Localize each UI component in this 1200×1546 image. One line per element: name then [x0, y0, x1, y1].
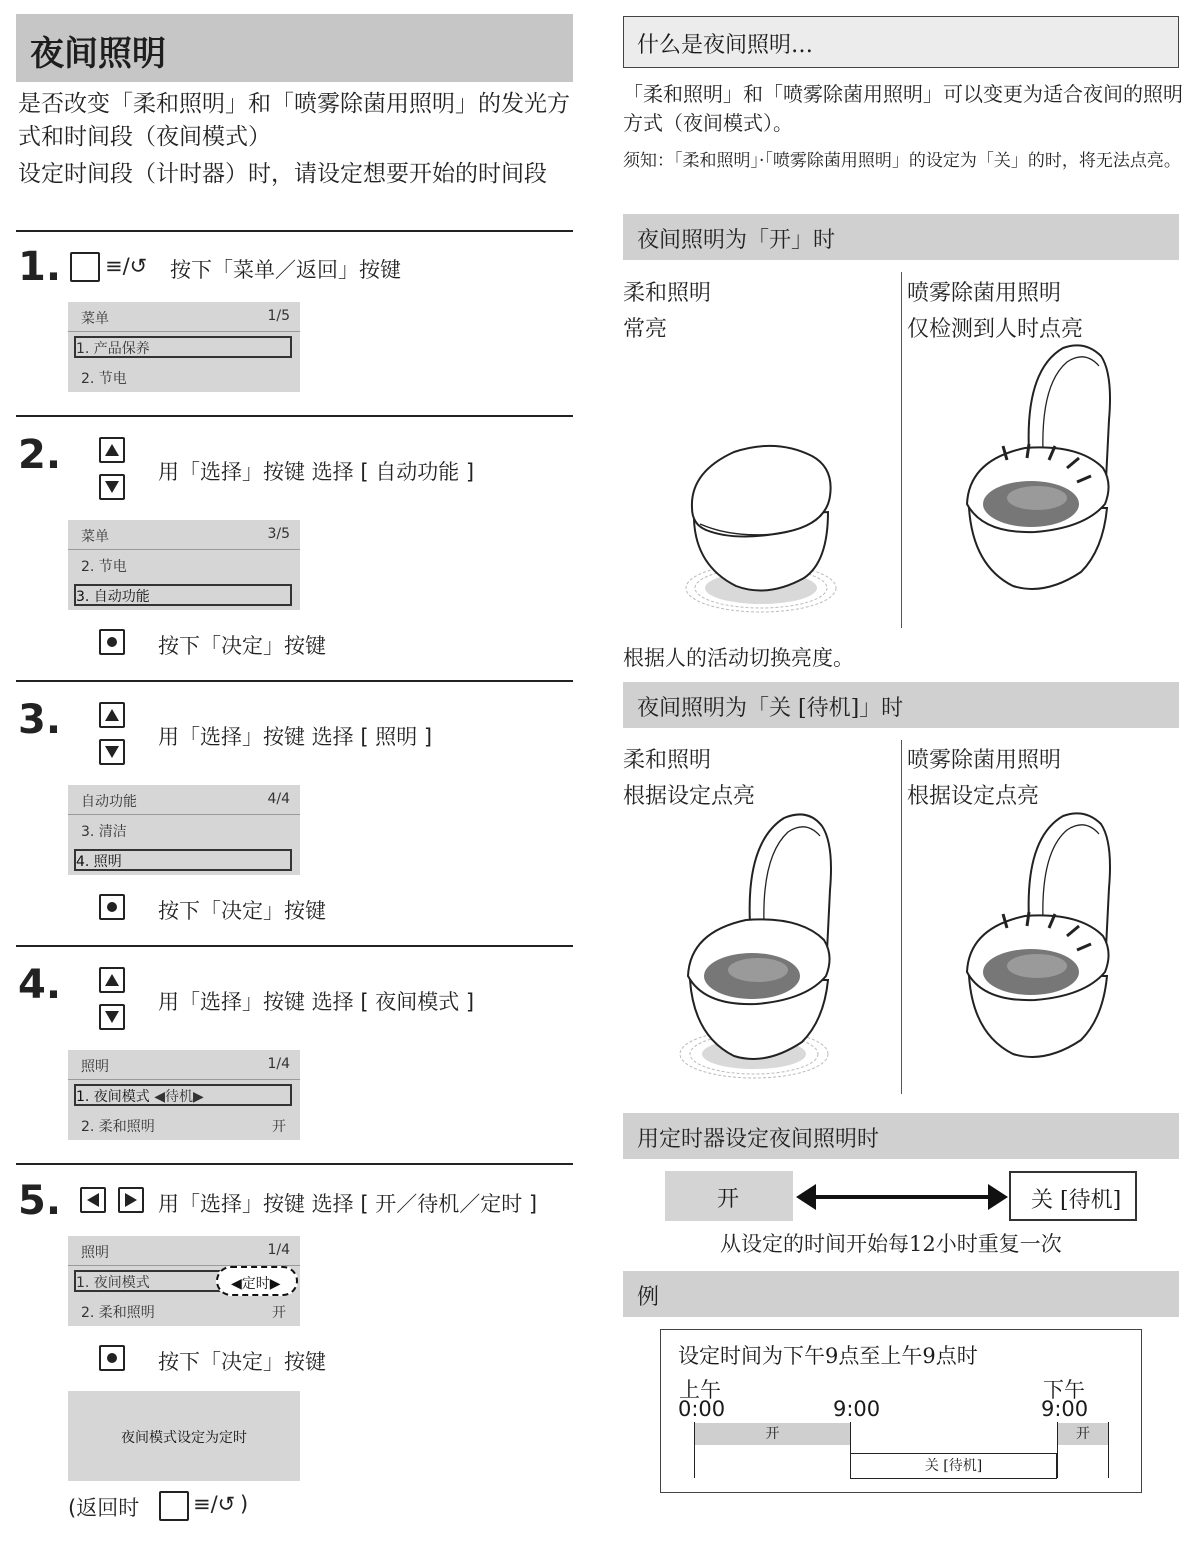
lcd-row-selected: 4. 照明 [76, 854, 122, 870]
timer-on-label: 开 [717, 1187, 740, 1212]
section-heading-off [623, 682, 1179, 728]
step-1-text: 按下「菜单／返回」按键 [170, 258, 401, 282]
intro-paragraph-1: 是否改变「柔和照明」和「喷雾除菌用照明」的发光方式和时间段（夜间模式） [18, 91, 570, 150]
toilet-open-lid-bowl-light-illustration [955, 340, 1120, 600]
menu-button-icon [70, 252, 100, 282]
step-5-number: 5. [18, 1178, 62, 1224]
divider [16, 230, 573, 232]
step-4-text: 用「选择」按键 选择 [ 夜间模式 ] [158, 990, 475, 1014]
return-note-suffix: ) [240, 1492, 249, 1516]
off-left-subtitle: 根据设定点亮 [623, 784, 756, 809]
lcd-row: 2. 柔和照明 [81, 1119, 155, 1135]
step-3-confirm: 按下「决定」按键 [158, 899, 326, 923]
timer-note: 从设定的时间开始每12小时重复一次 [720, 1232, 1062, 1256]
lcd-screen-step-2 [68, 520, 300, 610]
lcd-row-value: 开 [272, 1119, 286, 1135]
lcd-row: 2. 节电 [81, 559, 127, 575]
lcd-heading: 照明 [81, 1059, 109, 1075]
section-heading-example-text: 例 [637, 1285, 660, 1310]
lcd-heading: 自动功能 [81, 794, 137, 810]
lcd-page: 4/4 [267, 791, 290, 807]
toilet-open-lid-floor-light-illustration [676, 808, 846, 1098]
example-timeline-box [660, 1329, 1142, 1493]
step-3-text: 用「选择」按键 选择 [ 照明 ] [158, 725, 433, 749]
toilet-open-lid-bowl-light-illustration [955, 808, 1120, 1068]
lcd-result-screen [68, 1391, 300, 1481]
lcd-screen-step-1 [68, 302, 300, 392]
divider [16, 1163, 573, 1165]
lcd-heading: 照明 [81, 1245, 109, 1261]
down-arrow-icon [99, 739, 125, 765]
timer-on-box [665, 1171, 793, 1221]
step-2-text: 用「选择」按键 选择 [ 自动功能 ] [158, 460, 475, 484]
up-arrow-icon [99, 967, 125, 993]
segment-on-2: 开 [1058, 1423, 1108, 1445]
timeline-tick [1108, 1422, 1109, 1478]
down-arrow-icon [99, 474, 125, 500]
result-message: 夜间模式设定为定时 [121, 1430, 247, 1446]
divider [16, 680, 573, 682]
highlight-dashed-oval [216, 1266, 298, 1296]
lcd-page: 1/4 [267, 1242, 290, 1258]
time-label-am: 上午 [679, 1378, 721, 1402]
menu-back-icon: ≡/↺ [193, 1492, 236, 1516]
section-heading-example [623, 1271, 1179, 1317]
section-heading-off-text: 夜间照明为「关 [待机]」时 [637, 696, 904, 721]
what-is-heading: 什么是夜间照明… [637, 33, 814, 58]
lcd-page: 3/5 [267, 526, 290, 542]
lcd-page: 1/4 [267, 1056, 290, 1072]
what-is-heading-box [623, 16, 1179, 68]
page-title: 夜间照明 [30, 34, 166, 74]
lcd-row-value: ◀定时▶ [231, 1276, 281, 1292]
lcd-row: 3. 清洁 [81, 824, 127, 840]
lcd-row: 2. 节电 [81, 371, 127, 387]
enter-button-icon [99, 1345, 125, 1371]
note-text: 须知：「柔和照明」·「喷雾除菌用照明」的设定为「关」的时，将无法点亮。 [623, 151, 1181, 171]
segment-off: 关 [待机] [850, 1453, 1057, 1479]
section-heading-on-text: 夜间照明为「开」时 [637, 228, 836, 253]
lcd-row-selected: 3. 自动功能 [76, 589, 150, 605]
step-2-number: 2. [18, 432, 62, 478]
column-divider [901, 272, 902, 628]
lcd-heading: 菜单 [81, 311, 109, 327]
enter-button-icon [99, 629, 125, 655]
off-right-title: 喷雾除菌用照明 [907, 748, 1062, 773]
menu-button-icon [159, 1491, 189, 1521]
return-note-prefix: (返回时 [68, 1496, 140, 1520]
lcd-row: 2. 柔和照明 [81, 1305, 155, 1321]
left-arrow-icon [80, 1187, 106, 1213]
section-heading-on [623, 214, 1179, 260]
enter-button-icon [99, 894, 125, 920]
toilet-closed-lid-illustration [676, 438, 846, 628]
time-2100: 9:00 [1041, 1397, 1089, 1421]
lcd-page: 1/5 [267, 308, 290, 324]
on-left-title: 柔和照明 [623, 281, 712, 306]
lcd-screen-step-3 [68, 785, 300, 875]
lcd-row-selected: 1. 产品保养 [76, 341, 150, 357]
on-right-subtitle: 仅检测到人时点亮 [907, 317, 1084, 342]
time-0900-am: 9:00 [833, 1397, 881, 1421]
right-arrow-icon [118, 1187, 144, 1213]
segment-on-1: 开 [695, 1423, 850, 1445]
section-heading-timer-text: 用定时器设定夜间照明时 [637, 1127, 880, 1152]
step-3-number: 3. [18, 697, 62, 743]
lcd-screen-step-5 [68, 1236, 300, 1326]
lcd-row-selected: 1. 夜间模式 [76, 1275, 150, 1291]
step-2-confirm: 按下「决定」按键 [158, 634, 326, 658]
intro-paragraph-2: 设定时间段（计时器）时，请设定想要开始的时间段 [18, 161, 547, 187]
divider [16, 415, 573, 417]
lcd-row-value: ◀待机▶ [154, 1089, 204, 1105]
section-heading-timer [623, 1113, 1179, 1159]
timer-off-label: 关 [待机] [1031, 1188, 1122, 1213]
lcd-screen-step-4 [68, 1050, 300, 1140]
step-5-confirm: 按下「决定」按键 [158, 1350, 326, 1374]
up-arrow-icon [99, 437, 125, 463]
what-is-text: 「柔和照明」和「喷雾除菌用照明」可以变更为适合夜间的照明方式（夜间模式）。 [623, 82, 1183, 135]
lcd-row-value: 开 [272, 1305, 286, 1321]
time-0000: 0:00 [678, 1397, 726, 1421]
timer-off-box [1009, 1171, 1137, 1221]
menu-back-icon: ≡/↺ [105, 254, 148, 278]
step-5-text: 用「选择」按键 选择 [ 开／待机／定时 ] [158, 1192, 538, 1216]
off-left-title: 柔和照明 [623, 748, 712, 773]
step-1-number: 1. [18, 244, 62, 290]
on-footer-text: 根据人的活动切换亮度。 [623, 646, 854, 670]
down-arrow-icon [99, 1004, 125, 1030]
step-4-number: 4. [18, 962, 62, 1008]
on-left-subtitle: 常亮 [623, 317, 668, 342]
example-title: 设定时间为下午9点至上午9点时 [678, 1344, 978, 1368]
lcd-heading: 菜单 [81, 529, 109, 545]
page-title-bar [16, 14, 573, 82]
double-arrow-icon [796, 1180, 1008, 1214]
divider [16, 945, 573, 947]
column-divider [901, 740, 902, 1094]
on-right-title: 喷雾除菌用照明 [907, 281, 1062, 306]
off-right-subtitle: 根据设定点亮 [907, 784, 1040, 809]
lcd-row-selected: 1. 夜间模式 [76, 1089, 150, 1105]
time-label-pm: 下午 [1043, 1378, 1085, 1402]
up-arrow-icon [99, 702, 125, 728]
